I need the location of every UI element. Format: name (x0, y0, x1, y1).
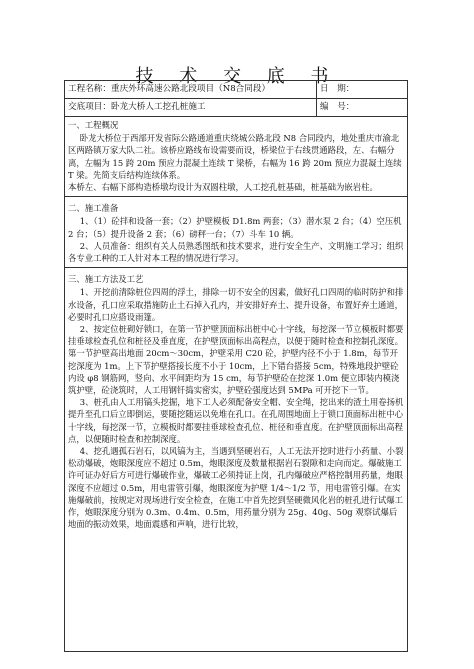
section-3-paragraph-3: 3、桩孔由人工用镐头挖掘，地下工人必须配备安全帽、安全绳，挖出来的渣土用卷扬机提升至孔口后立即倒运，要随挖随运以免堆在孔口。在孔周围地面上于锁口顶面标出桩中心十字线，每挖深一节，立模板时都要挂垂球检查孔位、桩径和垂直度。在护壁顶面标出高程点，以便随时检查和控制深度。 (68, 397, 404, 444)
section-1-paragraph-2: 本桥左、右幅下部构造桥墩均设计为双圆柱墩，人工挖孔桩基础，桩基础为嵌岩柱。 (68, 182, 378, 193)
divider (65, 196, 407, 197)
divider (65, 267, 407, 268)
disclosure-sheet (64, 80, 408, 652)
section-1-heading: 一、工程概况 (68, 120, 119, 130)
number-field: 编 号： (320, 102, 355, 112)
document-title: 技 术 交 底 书 (135, 66, 339, 87)
section-3-heading: 三、施工方法及工艺 (68, 274, 144, 285)
section-3-paragraph-1: 1、开挖前清除桩位四周的浮土，排除一切不安全的因素，做好孔口四周的临时防护和排水设备，孔口应采取措施防止土石掉入孔内，并安排好弃土、提升设备，布置好弃土通道，必要时孔口应搭设雨篷。 (68, 287, 404, 322)
date-field: 日 期： (320, 84, 355, 94)
section-2-paragraph-2: 2、人员准备：组织有关人员熟悉图纸和技术要求，进行安全生产、文明施工学习；组织各专业工种的工人针对本工程的情况进行学习。 (68, 240, 404, 264)
section-1-paragraph-1: 卧龙大桥位于西部开发省际公路通道重庆绕城公路北段 N8 合同段内，地处重庆市渝北区两路镇万家大队二社。该桥应路线布设需要而设，桥梁位于右线贯通路段，左、右幅分离，左幅为 15 跨 20m 预应力混凝土连续 T 梁桥，右幅为 16 跨 20m 预应力混凝土连续 T 梁。先简支后结构连续体系。 (68, 133, 402, 180)
header-row-1 (65, 81, 407, 99)
header-row-2 (65, 99, 407, 117)
section-3-paragraph-2: 2、按定位桩砌好锁口，在第一节护壁顶面标出桩中心十字线，每挖深一节立模板时都要挂垂球检查孔位和桩径及垂直度，在护壁顶面标出高程点，以便于随时检查和控制孔深度。第一节护壁高出地面 20cm～30cm，护壁采用 C20 砼，护壁内径不小于 1.8m，每节开挖深度为 1m。上下节护壁搭接长度不小于 10cm，上下错台搭接 5cm，特殊地段护壁砼内设 φ8 钢筋网，竖向、水平间距均为 15 cm，每节护壁砼在挖深 1.0m 便立即装内模浇筑护壁，砼浇筑时，人工用钢钎捣实密实，护壁砼强度达到 5MPa 可开挖下一节。 (68, 324, 404, 396)
document-body (65, 117, 407, 533)
section-2-heading: 二、施工准备 (68, 203, 119, 214)
section-3-paragraph-4: 4、挖孔遇孤石岩石，以风镐为主，当遇到坚硬岩石，人工无法开挖时进行小药量、小裂松动爆破，炮眼深度应不超过 0.5m，炮眼深度及数量根据岩石裂隙和走向而定。爆破施工许可证办好后方可进行爆破作业，爆破工必须持证上岗，孔内爆破应严格控制用药量，炮眼深度不应超过 0.5m，用电雷管引爆，炮眼深度为护壁 1/4～1/2 节，用电雷管引爆。在实施爆破前，按规定对现场进行安全检查，在施工中首先挖到坚硬微风化岩的桩孔进行试爆工作，炮眼深度分别为 0.3m、0.4m、0.5m，用药量分别为 25g、40g、50g 观察试爆后地面的振动效果，地面震感和声响，进行比较， (68, 446, 404, 530)
section-2-paragraph-1: 1、（1）砼拌和设备一套；（2）护壁模板 D1.8m 两套；（3）潜水泵 2 台；（4）空压机 2 台；（5）提升设备 2 套；（6）磅秤一台；（7）斗车 10 辆。 (68, 216, 402, 239)
project-name: 工程名称：重庆外环高速公路北段项目（N8合同段） (65, 81, 317, 98)
disclosure-item: 交底项目：卧龙大桥人工挖孔桩施工 (65, 99, 317, 116)
